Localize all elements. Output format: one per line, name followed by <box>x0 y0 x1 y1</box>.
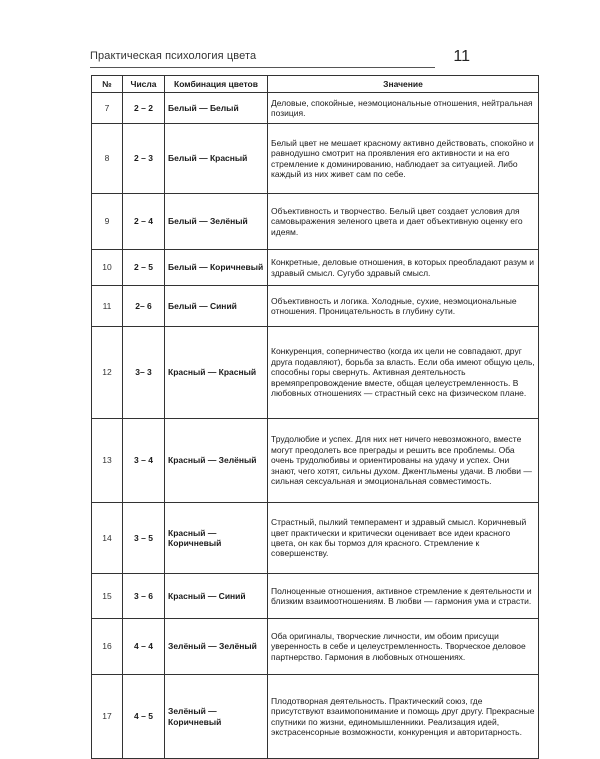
row-number: 13 <box>92 419 123 503</box>
row-combination: Красный — Красный <box>165 327 268 419</box>
row-numbers: 2– 6 <box>123 286 165 327</box>
row-meaning: Полноценные отношения, активное стремление к деятельности и близким взаимоотношениям. В любви — гармония ума и страсти. <box>268 574 539 619</box>
table-row <box>92 574 539 619</box>
row-numbers: 2 – 2 <box>123 93 165 124</box>
row-combination: Зелёный — Зелёный <box>165 619 268 675</box>
row-combination: Красный — Коричневый <box>165 503 268 574</box>
column-header-meaning: Значение <box>268 76 539 93</box>
color-combinations-table <box>91 75 539 759</box>
row-combination: Белый — Белый <box>165 93 268 124</box>
row-combination: Красный — Синий <box>165 574 268 619</box>
row-combination: Белый — Красный <box>165 124 268 194</box>
row-number: 7 <box>92 93 123 124</box>
row-meaning: Плодотворная деятельность. Практический союз, где присутствуют взаимопонимание и помощь друг другу. Прекрасные спутники по жизни, единомышленники. Реализация идей, экстрасенсорные возможности, конкуренция и авторитарность. <box>268 675 539 759</box>
row-numbers: 3 – 6 <box>123 574 165 619</box>
row-meaning: Белый цвет не мешает красному активно действовать, спокойно и равнодушно смотрит на проявления его активности и на его стремление к доминированию, наблюдает за ситуацией. Либо каждый из них живет сам по себе. <box>268 124 539 194</box>
row-number: 9 <box>92 194 123 250</box>
row-number: 8 <box>92 124 123 194</box>
row-numbers: 2 – 5 <box>123 250 165 286</box>
row-combination: Белый — Синий <box>165 286 268 327</box>
table-row <box>92 124 539 194</box>
row-combination: Зелёный — Коричневый <box>165 675 268 759</box>
table-row <box>92 250 539 286</box>
table-row <box>92 619 539 675</box>
running-header <box>90 50 530 70</box>
row-meaning: Конкретные, деловые отношения, в которых преобладают разум и здравый смысл. Сугубо здравый смысл. <box>268 250 539 286</box>
row-meaning: Трудолюбие и успех. Для них нет ничего невозможного, вместе могут преодолеть все преграды и решить все проблемы. Оба очень трудолюбивы и ориентированы на удачу и успех. Они знают, чего хотят, сильны духом. Джентльмены удачи. В любви — сильная сексуальная и эмоциональная совместимость. <box>268 419 539 503</box>
row-meaning: Деловые, спокойные, неэмоциональные отношения, нейтральная позиция. <box>268 93 539 124</box>
header-rule <box>90 67 435 68</box>
row-number: 12 <box>92 327 123 419</box>
row-numbers: 3 – 5 <box>123 503 165 574</box>
row-combination: Красный — Зелёный <box>165 419 268 503</box>
row-number: 16 <box>92 619 123 675</box>
table-header-row <box>92 76 539 93</box>
row-numbers: 3 – 4 <box>123 419 165 503</box>
row-numbers: 3– 3 <box>123 327 165 419</box>
row-combination: Белый — Зелёный <box>165 194 268 250</box>
table-row <box>92 503 539 574</box>
row-numbers: 2 – 3 <box>123 124 165 194</box>
table-row <box>92 93 539 124</box>
table-row <box>92 675 539 759</box>
table-row <box>92 327 539 419</box>
column-header-numbers: Числа <box>123 76 165 93</box>
row-meaning: Оба оригиналы, творческие личности, им обоим присущи уверенность в себе и целеустремленность. Творческое деловое партнерство. Гармония в любовных отношениях. <box>268 619 539 675</box>
row-number: 14 <box>92 503 123 574</box>
row-number: 11 <box>92 286 123 327</box>
row-numbers: 4 – 5 <box>123 675 165 759</box>
row-meaning: Объективность и творчество. Белый цвет создает условия для самовыражения зеленого цвета и дает объективную оценку его идеям. <box>268 194 539 250</box>
table-row <box>92 286 539 327</box>
row-meaning: Страстный, пылкий темперамент и здравый смысл. Коричневый цвет практически и критически оценивает все идеи красного цвета, он как бы тормоз для красного. Стремление к совершенству. <box>268 503 539 574</box>
column-header-number: № <box>92 76 123 93</box>
row-number: 10 <box>92 250 123 286</box>
table-row <box>92 419 539 503</box>
running-header-title: Практическая психология цвета <box>90 50 257 62</box>
row-numbers: 4 – 4 <box>123 619 165 675</box>
page-number: 11 <box>453 48 470 65</box>
row-meaning: Конкуренция, соперничество (когда их цели не совпадают, друг друга подавляют), борьба за власть. Если оба имеют общую цель, способны горы свернуть. Активная деятельность времяпрепровождение вместе, общая целеустремленность. В любовных отношениях — страстный секс на физическом плане. <box>268 327 539 419</box>
row-numbers: 2 – 4 <box>123 194 165 250</box>
row-combination: Белый — Коричневый <box>165 250 268 286</box>
table-row <box>92 194 539 250</box>
row-number: 17 <box>92 675 123 759</box>
row-meaning: Объективность и логика. Холодные, сухие, неэмоциональные отношения. Проницательность в глубину сути. <box>268 286 539 327</box>
row-number: 15 <box>92 574 123 619</box>
column-header-combination: Комбинация цветов <box>165 76 268 93</box>
